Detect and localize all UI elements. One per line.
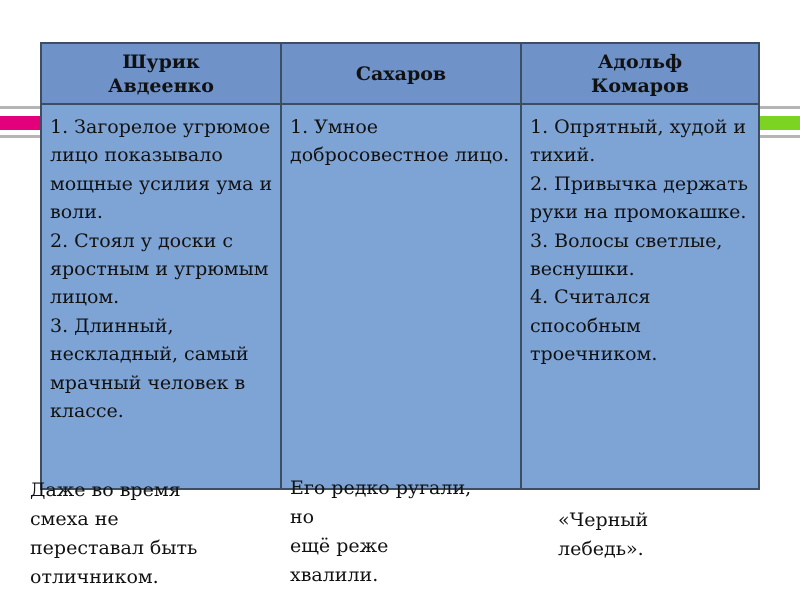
list-item: 1. Умное добросовестное лицо. <box>290 116 510 167</box>
note-komarov: «Черный лебедь». <box>558 509 649 560</box>
note-sakharov: Его редко ругали, но ещё реже хвалили. <box>290 477 472 586</box>
header-cell-avdeenko <box>41 43 281 104</box>
body-cell-sakharov <box>281 104 521 489</box>
header-label-sakharov: Сахаров <box>355 62 447 85</box>
traits-list-komarov <box>522 105 758 369</box>
list-item: 3. Волосы светлые, веснушки. <box>530 229 723 281</box>
header-label-komarov: Адольф Комаров <box>591 50 689 97</box>
traits-list-avdeenko <box>42 105 280 425</box>
body-cell-avdeenko <box>41 104 281 489</box>
body-cell-komarov <box>521 104 759 489</box>
note-avdeenko: Даже во время смеха не переставал быть отличником. <box>30 479 198 588</box>
header-cell-komarov <box>521 43 759 104</box>
list-item: 1. Опрятный, худой и тихий. <box>530 116 746 167</box>
decorative-stripe-gray-top-right <box>756 106 800 109</box>
decorative-stripe-green <box>756 116 800 130</box>
list-item: 1. Загорелое угрюмое лицо показывало мощные усилия ума и воли. <box>50 116 273 224</box>
list-item: 2. Привычка держать руки на промокашке. <box>530 172 748 224</box>
list-item: 2. Стоял у доски с яростным и угрюмым лицом. <box>50 229 269 309</box>
header-cell-sakharov <box>281 43 521 104</box>
list-item: 4. Считался способным троечником. <box>530 286 658 366</box>
character-table <box>40 42 760 490</box>
traits-list-sakharov <box>282 105 520 170</box>
list-item: 3. Длинный, нескладный, самый мрачный человек в классе. <box>50 314 249 423</box>
header-label-avdeenko: Шурик Авдеенко <box>108 50 214 97</box>
decorative-stripe-gray-bottom-right <box>756 135 800 138</box>
